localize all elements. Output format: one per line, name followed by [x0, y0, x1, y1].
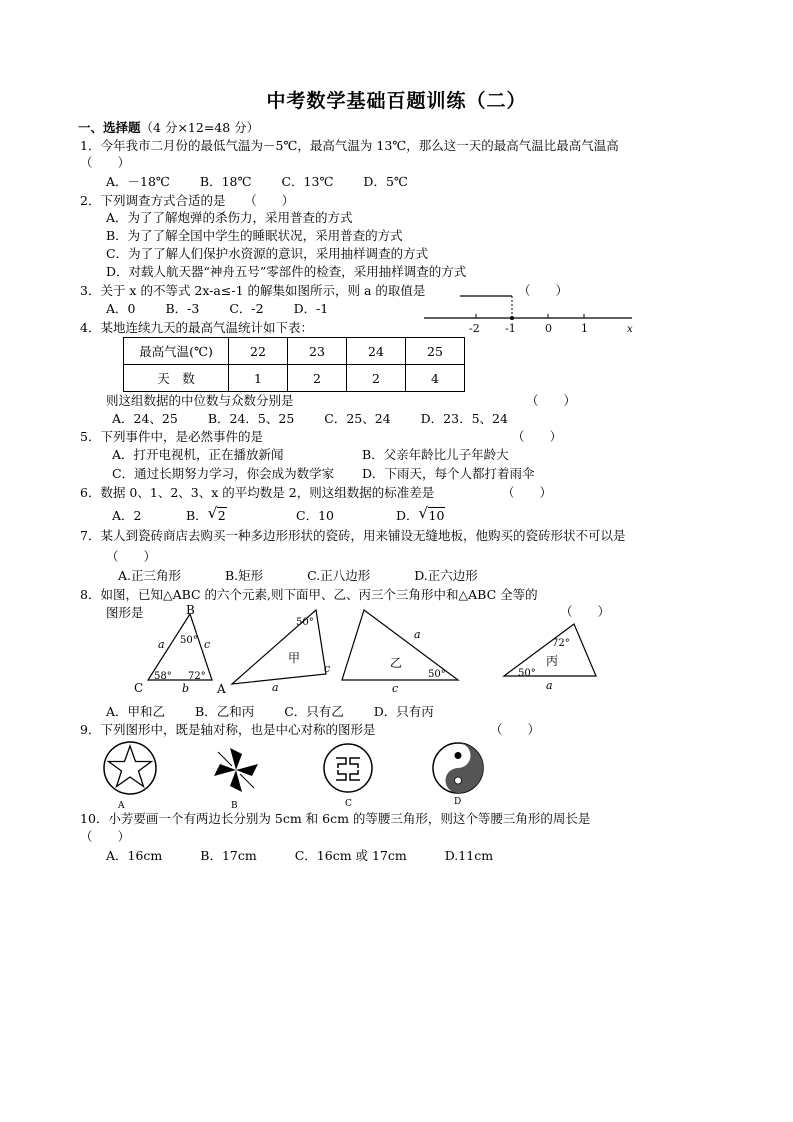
svg-text:c: c [392, 682, 399, 695]
q8-stem: 8．如图，已知△ABC 的六个元素,则下面甲、乙、丙三个三角形中和△ABC 全等的 [80, 587, 538, 602]
q2-option-c: C．为了了解人们保护水资源的意识，采用抽样调查的方式 [106, 246, 429, 261]
q3-option-b: B．-3 [165, 301, 200, 316]
table-cell: 2 [347, 365, 406, 392]
table-cell: 22 [229, 338, 288, 365]
q3-options [106, 301, 328, 317]
q8-options [106, 704, 434, 720]
q3-option-c: C．-2 [229, 301, 264, 316]
svg-text:a: a [272, 681, 279, 694]
q6-paren: （ ） [502, 485, 553, 500]
svg-text:a: a [546, 679, 553, 692]
svg-text:C: C [345, 799, 352, 809]
q6-option-d-label: D． [396, 508, 419, 523]
table-cell: 2 [288, 365, 347, 392]
table-cell: 24 [347, 338, 406, 365]
svg-text:b: b [182, 682, 190, 695]
q5-stem: 5．下列事件中，是必然事件的是 [80, 429, 263, 444]
svg-text:50°: 50° [518, 668, 536, 679]
q3-number-line [420, 290, 640, 336]
sqrt-symbol: √ 10 [418, 504, 445, 523]
section-note: （4 分×12=48 分） [140, 120, 260, 135]
svg-text:B: B [186, 603, 195, 617]
q9-paren: （ ） [490, 722, 541, 737]
q6-option-d-radicand: 10 [428, 508, 445, 523]
q1-option-b: B．18℃ [199, 174, 252, 189]
q1-option-c: C．13℃ [281, 174, 334, 189]
q5-option-b: B．父亲年龄比儿子年龄大 [362, 447, 509, 462]
q7-option-c: C.正八边形 [307, 568, 371, 583]
svg-text:a: a [414, 628, 421, 641]
svg-text:C: C [134, 681, 144, 695]
q7-stem: 7．某人到瓷砖商店去购买一种多边形形状的瓷砖，用来铺设无缝地板，他购买的瓷砖形状不可以是 [80, 528, 626, 543]
svg-text:c: c [324, 662, 331, 675]
q5-option-a: A．打开电视机，正在播放新闻 [112, 447, 284, 462]
q1-option-a: A．－18℃ [106, 174, 170, 189]
q4-temp-table [123, 337, 465, 392]
table-cell: 4 [406, 365, 465, 392]
svg-text:50°: 50° [428, 669, 446, 680]
table-cell: 25 [406, 338, 465, 365]
q2-option-d: D．对载人航天器“神舟五号”零部件的检查，采用抽样调查的方式 [106, 264, 467, 279]
table-cell: 1 [229, 365, 288, 392]
q4-option-b: B．24．5、25 [207, 411, 295, 426]
q6-option-c: C．10 [296, 508, 334, 523]
q10-option-b: B．17cm [200, 848, 257, 863]
svg-text:A: A [217, 682, 226, 696]
q4-option-c: C．25、24 [324, 411, 391, 426]
q10-option-a: A．16cm [106, 848, 163, 863]
q6-option-b [186, 504, 227, 524]
q8-option-c: C．只有乙 [284, 704, 344, 719]
label-neg2: -2 [469, 322, 480, 335]
q8-option-d: D．只有丙 [373, 704, 434, 719]
svg-text:甲: 甲 [288, 651, 301, 665]
label-x: x [627, 324, 633, 335]
q6-option-a: A．2 [112, 508, 142, 523]
q10-options [106, 848, 493, 864]
q4-stem: 4．某地连续九天的最高气温统计如下表： [80, 320, 313, 335]
label-1: 1 [581, 322, 588, 335]
q8-option-a: A．甲和乙 [106, 704, 166, 719]
svg-text:B: B [231, 801, 238, 810]
circle-star-icon [104, 742, 156, 810]
q4-option-d: D．23．5、24 [420, 411, 508, 426]
svg-text:58°: 58° [154, 671, 172, 682]
q1-paren: （ ） [80, 155, 131, 170]
q4-option-a: A．24、25 [112, 411, 178, 426]
yin-yang-icon [433, 743, 483, 807]
table-header-cell: 最高气温(℃) [124, 338, 229, 365]
q7-option-d: D.正六边形 [414, 568, 478, 583]
q3-option-d: D．-1 [293, 301, 329, 316]
q2-option-a: A．为了了解炮弹的杀伤力，采用普查的方式 [106, 210, 353, 225]
q7-options [118, 568, 478, 584]
q5-option-d: D．下雨天，每个人都打着雨伞 [362, 466, 535, 481]
triangle-yi [342, 610, 458, 695]
table-header-cell: 天 数 [124, 365, 229, 392]
q3-stem: 3．关于 x 的不等式 2x-a≤-1 的解集如图所示，则 a 的取值是 [80, 283, 426, 298]
q2-option-b: B．为了了解全国中学生的睡眠状况，采用普查的方式 [106, 228, 403, 243]
triangle-bing [504, 624, 596, 692]
page-title: 中考数学基础百题训练（二） [266, 90, 527, 112]
q10-option-c: C．16cm 或 17cm [294, 848, 407, 863]
pinwheel-icon [214, 748, 258, 810]
q6-option-d [396, 504, 445, 524]
triangle-jia [232, 610, 330, 694]
q9-figures [96, 738, 496, 810]
label-neg1: -1 [505, 322, 516, 335]
table-row [124, 338, 465, 365]
q7-paren: （ ） [106, 549, 157, 564]
q9-stem: 9．下列图形中，既是轴对称，也是中心对称的图形是 [80, 722, 376, 737]
circle-brackets-icon [324, 744, 372, 809]
label-0: 0 [545, 322, 552, 335]
q1-options [106, 174, 408, 190]
q3-option-a: A．0 [106, 301, 136, 316]
q10-paren: （ ） [80, 829, 131, 844]
q10-option-d: D.11cm [444, 848, 494, 863]
svg-text:50°: 50° [296, 617, 314, 628]
q8-triangles-figure [120, 600, 610, 700]
q6-stem: 6．数据 0、1、2、3、x 的平均数是 2，则这组数据的标准差是 [80, 485, 435, 500]
q4-paren: （ ） [526, 393, 577, 408]
q7-option-b: B.矩形 [225, 568, 264, 583]
table-row [124, 365, 465, 392]
q6-option-b-label: B． [186, 508, 208, 523]
sqrt-symbol: √ 2 [207, 504, 226, 523]
triangle-abc [134, 603, 226, 696]
table-cell: 23 [288, 338, 347, 365]
section-heading [78, 120, 259, 136]
svg-text:72°: 72° [552, 638, 570, 649]
q10-stem: 10．小芳要画一个有两边长分别为 5cm 和 6cm 的等腰三角形，则这个等腰三角形的周长是 [80, 811, 591, 826]
svg-text:乙: 乙 [390, 656, 403, 670]
svg-text:c: c [204, 638, 211, 651]
q2-stem: 2．下列调查方式合适的是 （ ） [80, 193, 295, 208]
q5-paren: （ ） [512, 429, 563, 444]
q6-option-b-radicand: 2 [217, 508, 226, 523]
svg-text:72°: 72° [188, 671, 206, 682]
q8-paren: （ ） [560, 604, 611, 619]
q1-option-d: D．5℃ [363, 174, 408, 189]
section-title: 一、选择题 [78, 120, 141, 135]
q3-paren: （ ） [518, 283, 569, 298]
q5-option-c: C．通过长期努力学习，你会成为数学家 [112, 466, 335, 481]
q7-option-a: A.正三角形 [118, 568, 182, 583]
q4-options [112, 411, 508, 427]
svg-text:50°: 50° [180, 635, 198, 646]
q8-option-b: B．乙和丙 [195, 704, 255, 719]
q4-followup: 则这组数据的中位数与众数分别是 [106, 393, 294, 408]
svg-text:A: A [118, 801, 125, 810]
svg-text:丙: 丙 [546, 654, 559, 668]
q8-stem-2: 图形是 [106, 605, 144, 620]
q1-stem: 1．今年我市二月份的最低气温为－5℃，最高气温为 13℃，那么这一天的最高气温比最高气温高 [80, 138, 619, 153]
svg-text:a: a [158, 638, 165, 651]
svg-text:D: D [454, 797, 462, 807]
